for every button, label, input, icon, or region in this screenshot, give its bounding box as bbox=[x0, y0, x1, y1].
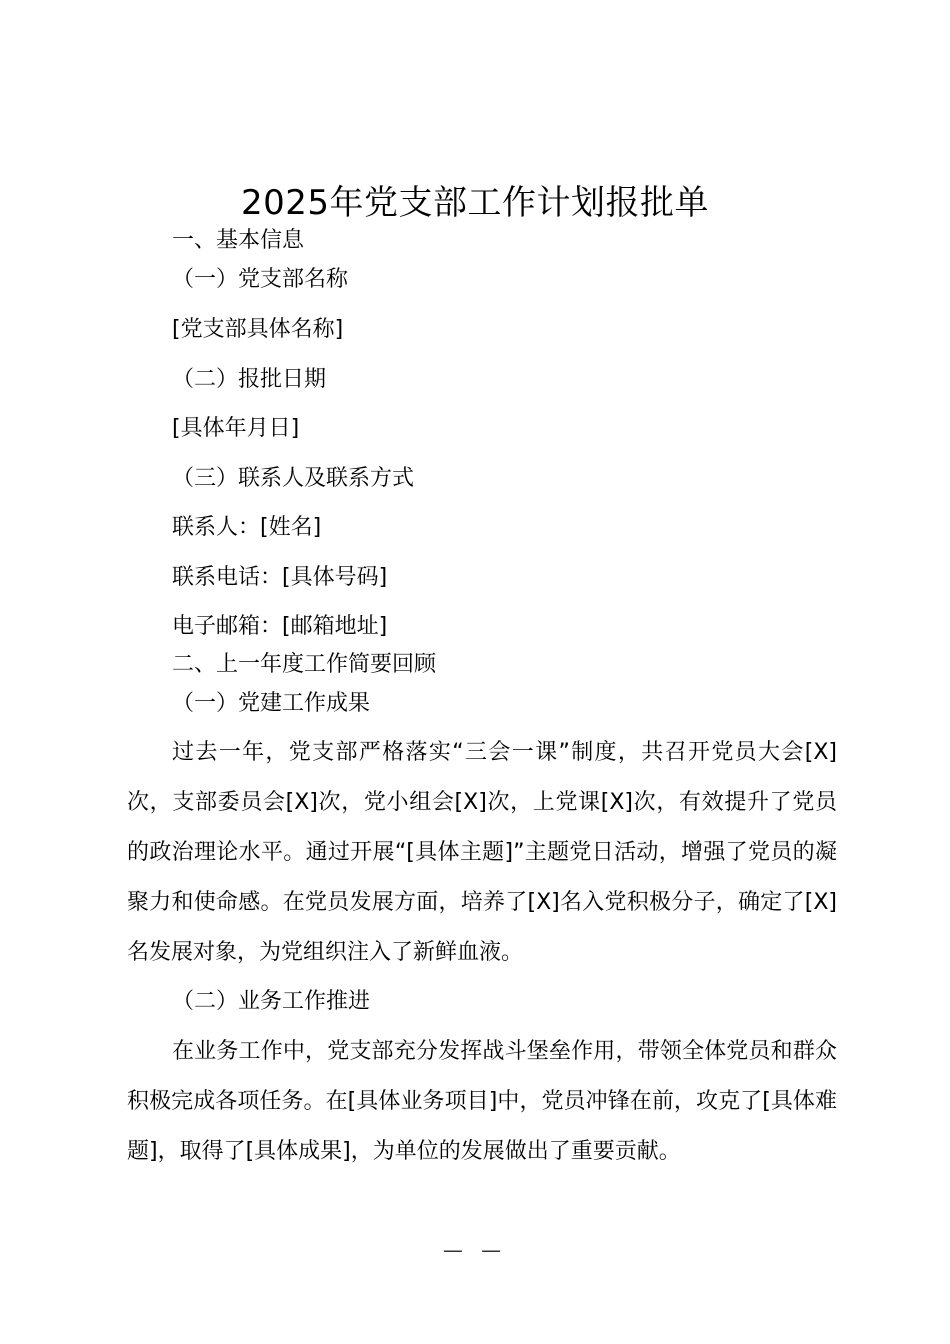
party-building-results-heading: （一）党建工作成果 bbox=[172, 691, 371, 716]
contact-phone: 联系电话：[具体号码] bbox=[172, 565, 388, 590]
party-branch-name-value: [党支部具体名称] bbox=[172, 317, 344, 342]
section-1-heading: 一、基本信息 bbox=[172, 228, 305, 253]
business-work-heading: （二）业务工作推进 bbox=[172, 989, 371, 1014]
contact-email: 电子邮箱：[邮箱地址] bbox=[172, 614, 388, 639]
page-footer: — — bbox=[442, 1238, 508, 1262]
party-branch-name-heading: （一）党支部名称 bbox=[172, 267, 349, 292]
party-building-results-paragraph: 过去一年，党支部严格落实“三会一课”制度，共召开党员大会[X]次，支部委员会[X]次，党小组会[X]次，上党课[X]次，有效提升了党员的政治理论水平。通过开展“[具体主题]”主题党日活动，增强了党员的凝聚力和使命感。在党员发展方面，培养了[X]名入党积极分子，确定了[X]名发展对象，为党组织注入了新鲜血液。 bbox=[127, 740, 837, 965]
business-work-paragraph: 在业务工作中，党支部充分发挥战斗堡垒作用，带领全体党员和群众积极完成各项任务。在[具体业务项目]中，党员冲锋在前，攻克了[具体难题]，取得了[具体成果]，为单位的发展做出了重要贡献。 bbox=[127, 1039, 837, 1164]
submission-date-value: [具体年月日] bbox=[172, 416, 300, 441]
section-2-heading: 二、上一年度工作简要回顾 bbox=[172, 652, 437, 677]
contact-info-heading: （三）联系人及联系方式 bbox=[172, 466, 415, 491]
submission-date-heading: （二）报批日期 bbox=[172, 367, 327, 392]
contact-person: 联系人：[姓名] bbox=[172, 515, 322, 540]
document-title: 2025年党支部工作计划报批单 bbox=[240, 183, 710, 223]
